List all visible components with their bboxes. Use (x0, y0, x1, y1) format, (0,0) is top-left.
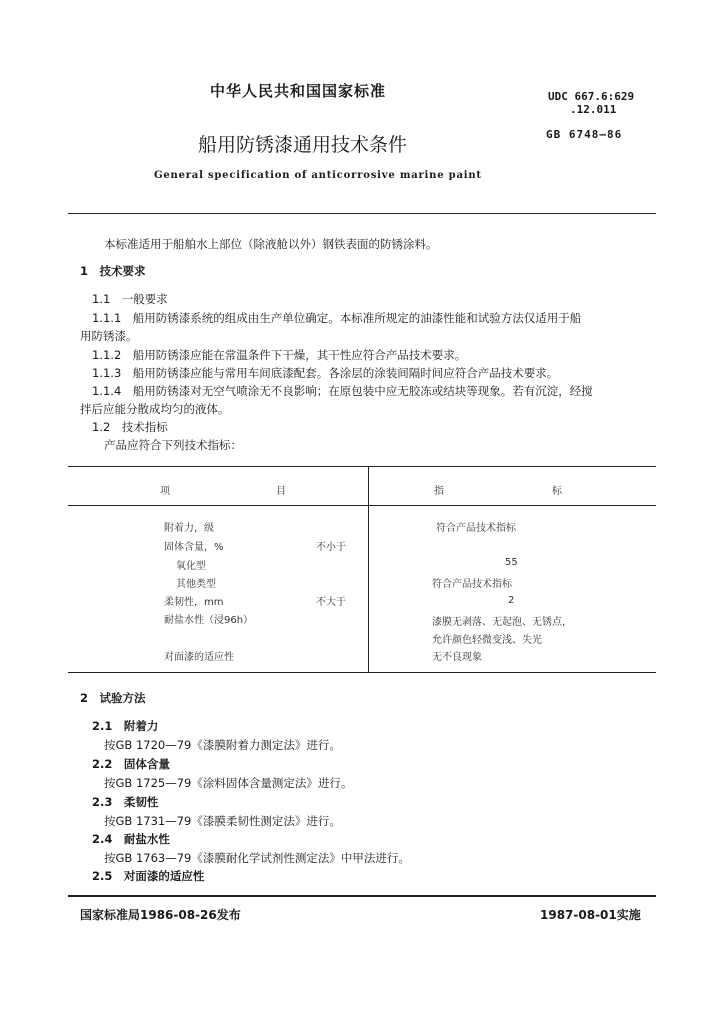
main-title: 船用防锈漆通用技术条件 (198, 134, 408, 156)
col-item-header-a: 项 (160, 486, 170, 497)
udc-line-2: .12.011 (570, 103, 617, 116)
clause-1-1-4-line-1: 1.1.4 船用防锈漆对无空气喷涂无不良影响；在原包装中应无胶冻或结块等现象。若有沉淀，经搅 (92, 384, 593, 398)
row-adhesion-item: 附着力，级 (164, 523, 214, 534)
section-2-1-text: 按GB 1720—79《漆膜附着力测定法》进行。 (104, 738, 341, 752)
row-salt-water-value-1: 漆膜无剥落、无起泡、无锈点， (432, 617, 572, 628)
section-2-3-text: 按GB 1731—79《漆膜柔韧性测定法》进行。 (104, 814, 341, 828)
row-flexibility-value: 2 (508, 595, 515, 606)
section-2-4-heading: 2.4 耐盐水性 (92, 832, 170, 846)
row-salt-water-item: 耐盐水性（浸96h） (164, 615, 254, 626)
section-2-2-text: 按GB 1725—79《涂料固体含量测定法》进行。 (104, 776, 353, 790)
udc-code (548, 90, 634, 116)
table-top-rule (68, 466, 656, 467)
section-2-3-heading: 2.3 柔韧性 (92, 795, 159, 809)
section-2-4-text: 按GB 1763—79《漆膜耐化学试剂性测定法》中甲法进行。 (104, 851, 410, 865)
section-2-2-heading: 2.2 固体含量 (92, 757, 170, 771)
clause-1-1-3: 1.1.3 船用防锈漆应能与常用车间底漆配套。各涂层的涂装间隔时间应符合产品技术要求。 (92, 366, 559, 380)
gb-number: GB 6748—86 (546, 128, 623, 141)
row-solids-item: 固体含量，% (164, 542, 224, 553)
table-column-divider (368, 466, 369, 672)
clause-1-1-1-line-2: 用防锈漆。 (80, 329, 138, 343)
col-value-header-a: 指 (434, 486, 444, 497)
section-1-heading: 1 技术要求 (80, 264, 146, 278)
section-1-2-text: 产品应符合下列技术指标： (104, 438, 242, 452)
col-item-header-b: 目 (276, 486, 286, 497)
table-header-rule (68, 505, 656, 506)
row-oxidative-item: 氧化型 (176, 561, 206, 572)
section-2-heading: 2 试验方法 (80, 691, 146, 705)
row-adhesion-value: 符合产品技术指标 (436, 523, 516, 534)
english-title: General specification of anticorrosive marine paint (154, 170, 482, 181)
clause-1-1-2: 1.1.2 船用防锈漆应能在常温条件下干燥，其干性应符合产品技术要求。 (92, 348, 467, 362)
row-salt-water-value-2: 允许颜色轻微变浅、失光 (432, 635, 542, 646)
section-2-1-heading: 2.1 附着力 (92, 719, 159, 733)
effective-date: 1987-08-01实施 (540, 908, 641, 922)
issue-date: 国家标准局1986-08-26发布 (80, 908, 241, 922)
clause-1-1-1-line-1: 1.1.1 船用防锈漆系统的组成由生产单位确定。本标准所规定的油漆性能和试验方法仅适用于船 (92, 311, 582, 325)
section-1-1-heading: 1.1 一般要求 (92, 292, 168, 306)
footer-rule (68, 895, 656, 897)
row-topcoat-value: 无不良现象 (432, 652, 482, 663)
row-other-type-value: 符合产品技术指标 (432, 579, 512, 590)
row-flexibility-cond: 不大于 (316, 597, 346, 608)
row-flexibility-item: 柔韧性，mm (164, 597, 224, 608)
standard-title: 中华人民共和国国家标准 (210, 82, 387, 100)
table-bottom-rule (68, 672, 656, 673)
section-2-5-heading: 2.5 对面漆的适应性 (92, 869, 205, 883)
clause-1-1-4-line-2: 拌后应能分散成均匀的液体。 (80, 402, 230, 416)
row-oxidative-value: 55 (505, 557, 518, 568)
intro-text: 本标准适用于船舶水上部位（除液舱以外）钢铁表面的防锈涂料。 (104, 237, 438, 251)
row-other-type-item: 其他类型 (176, 579, 216, 590)
col-value-header-b: 标 (552, 486, 562, 497)
header-divider (68, 213, 656, 214)
row-solids-cond: 不小于 (316, 542, 346, 553)
section-1-2-heading: 1.2 技术指标 (92, 420, 168, 434)
udc-line-1: UDC 667.6:629 (548, 90, 635, 103)
row-topcoat-item: 对面漆的适应性 (164, 652, 234, 663)
